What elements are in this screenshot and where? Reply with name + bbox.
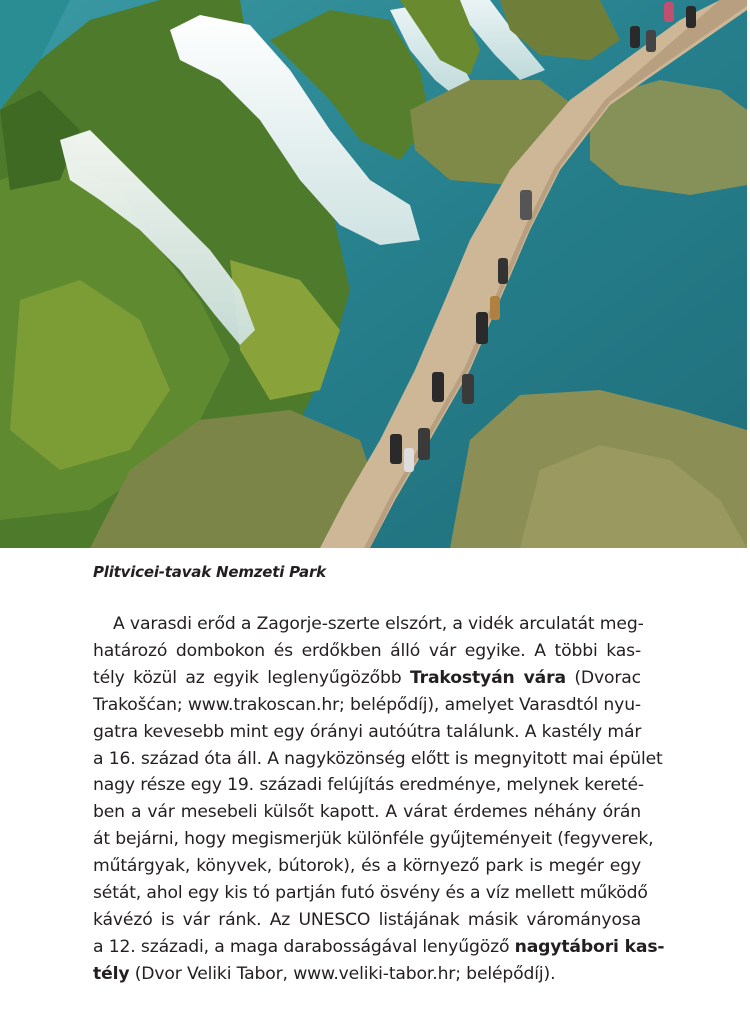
text-run: kávézó is vár ránk. Az UNESCO listájának másik várományosa xyxy=(93,909,641,930)
text-run: sétát, ahol egy kis tó partján futó ösvény és a víz mellett működő xyxy=(93,883,648,904)
text-run: ben a vár mesebeli külsőt kapott. A várat érdemes néhány órán xyxy=(93,802,641,823)
text-line xyxy=(93,961,641,988)
text-line xyxy=(93,880,648,907)
text-line xyxy=(93,826,654,853)
bold-term: tély xyxy=(93,963,130,984)
text-line xyxy=(93,638,641,665)
text-run: nagy része egy 19. századi felújítás eredménye, melynek kereté- xyxy=(93,775,644,796)
text-run: (Dvorac xyxy=(565,667,641,688)
text-run: műtárgyak, könyvek, bútorok), és a környező park is megér egy xyxy=(93,856,641,877)
text-run: át bejárni, hogy megismerjük különféle gyűjteményeit (fegyverek, xyxy=(93,829,654,850)
text-line xyxy=(93,853,641,880)
text-run: a 12. századi, a maga darabosságával lenyűgöző xyxy=(93,936,515,957)
text-line xyxy=(93,907,641,934)
text-line xyxy=(93,665,641,692)
text-line xyxy=(93,746,663,773)
text-run: tély közül az egyik leglenyűgözőbb xyxy=(93,667,410,688)
bold-term: nagytábori kas- xyxy=(514,936,665,957)
text-run: gatra kevesebb mint egy órányi autóútra találunk. A kastély már xyxy=(93,721,642,742)
text-run: A varasdi erőd a Zagorje-szerte elszórt, a vidék arculatát meg- xyxy=(113,614,644,634)
text-line xyxy=(93,934,665,961)
text-line xyxy=(93,611,644,638)
body-paragraph xyxy=(93,611,665,988)
text-run: a 16. század óta áll. A nagyközönség előtt is megnyitott mai épület xyxy=(93,748,663,769)
text-run: (Dvor Veliki Tabor, www.veliki-tabor.hr; belépődíj). xyxy=(129,963,556,984)
text-line xyxy=(93,692,641,719)
text-line xyxy=(93,772,644,799)
bold-term: Trakostyán vára xyxy=(409,667,566,688)
photo-caption: Plitvicei-tavak Nemzeti Park xyxy=(93,563,326,581)
text-line xyxy=(93,799,641,826)
text-line xyxy=(93,719,641,746)
text-run: határozó dombokon és erdőkben álló vár egyike. A többi kas- xyxy=(93,640,641,661)
text-run: Trakošćan; www.trakoscan.hr; belépődíj), amelyet Varasdtól nyu- xyxy=(93,694,641,715)
